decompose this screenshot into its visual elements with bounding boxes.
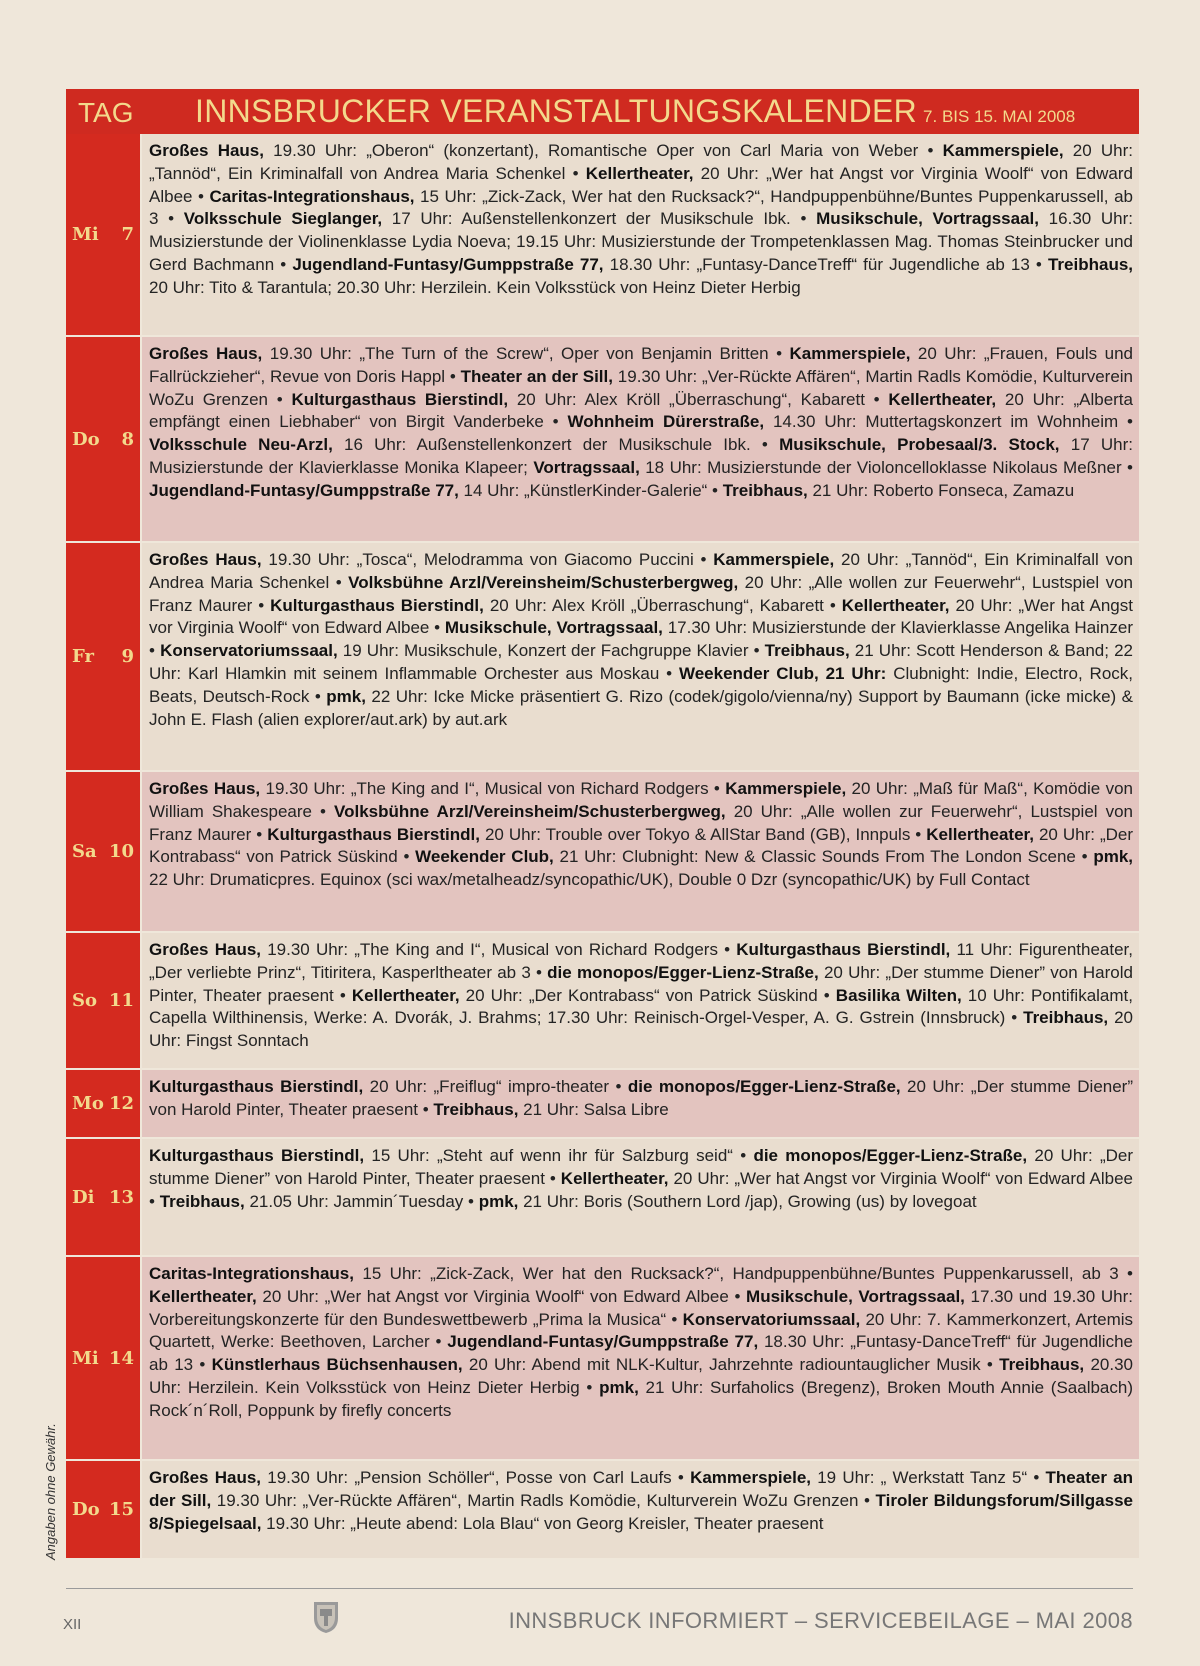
- venue-name: Musikschule, Vortragssaal,: [746, 1286, 965, 1306]
- venue-name: die monopos/Egger-Lienz-Straße,: [753, 1146, 1028, 1165]
- event-details: Clubnight: Indie, Electro, Rock, Beats, Deutsch-Rock •: [149, 663, 1134, 706]
- venue-name: pmk,: [1093, 847, 1133, 867]
- event-details: 19 Uhr: „ Werkstatt Tanz 5“ •: [811, 1468, 1046, 1487]
- event-details: 20 Uhr: Trouble over Tokyo & AllStar Band (GB), Innpuls •: [480, 824, 927, 844]
- disclaimer-note: Angaben ohne Gewähr.: [43, 1423, 58, 1560]
- venue-name: Kammerspiele,: [725, 779, 847, 798]
- event-details: 20 Uhr: Alex Kröll „Überraschung“, Kabarett •: [483, 595, 842, 615]
- venue-name: Großes Haus,: [149, 1468, 262, 1487]
- event-details: 10 Uhr: Pontifikalamt, Capella Wilthinensis, Werke: A. Dvorák, J. Brahms; 17.30 Uhr: Reinisch-Orgel-Vesper, A. G. Gstrein (Innsbruck) •: [149, 985, 1133, 1028]
- venue-name: die monopos/Egger-Lienz-Straße,: [627, 1077, 901, 1096]
- event-details: 19.30 Uhr: „Oberon“ (konzertant), Romantische Oper von Carl Maria von Weber •: [264, 141, 943, 160]
- venue-name: Kellertheater,: [149, 1286, 257, 1306]
- venue-name: Treibhaus,: [433, 1099, 519, 1119]
- day-number: 14: [108, 1347, 134, 1369]
- weekday: So: [72, 990, 98, 1011]
- event-details: 15 Uhr: „Steht auf wenn ihr für Salzburg seid“ •: [364, 1146, 754, 1165]
- day-label: [66, 1257, 142, 1459]
- venue-name: Basilika Wilten,: [835, 985, 962, 1005]
- event-details: 18.30 Uhr: „Funtasy-DanceTreff“ für Jugendliche ab 13 •: [149, 1332, 1133, 1375]
- venue-name: pmk,: [326, 686, 366, 706]
- event-details: 22 Uhr: Drumaticpres. Equinox (sci wax/metalheadz/syncopathic/UK), Double 0 Dzr (syncopathic/UK) by Full Contact: [149, 870, 1030, 890]
- event-details: 20 Uhr: 7. Kammerkonzert, Artemis Quartett, Werke: Beethoven, Larcher •: [149, 1309, 1134, 1352]
- event-details: 20 Uhr: „Alberta empfängt einen Liebhaber“ von Birgit Vanderbeke •: [149, 389, 1133, 432]
- venue-name: Tiroler Bildungsforum/Sillgasse 8/Spiegelsaal,: [149, 1490, 1133, 1533]
- event-details: 19.30 Uhr: „The King and I“, Musical von Richard Rodgers •: [261, 940, 737, 959]
- event-listing: [142, 1461, 1139, 1558]
- venue-name: Kellertheater,: [926, 824, 1034, 844]
- weekday: Sa: [72, 841, 97, 862]
- venue-name: Treibhaus,: [159, 1191, 245, 1211]
- day-row: [66, 933, 1139, 1070]
- day-number: 10: [108, 841, 134, 862]
- event-listing: [142, 543, 1139, 770]
- venue-name: Kammerspiele,: [713, 550, 835, 569]
- calendar-title: INNSBRUCKER VERANSTALTUNGSKALENDER: [195, 93, 918, 129]
- venue-name: Konservatoriumssaal,: [160, 641, 338, 661]
- day-list: [66, 134, 1139, 1560]
- date-range: 7. BIS 15. MAI 2008: [923, 107, 1076, 126]
- event-details: 21 Uhr: Scott Henderson & Band; 22 Uhr: Karl Hlamkin mit seinem Inflammable Orchester aus Moskau •: [149, 641, 1133, 683]
- event-details: 19.30 Uhr: „Ver-Rückte Affären“, Martin Radls Komödie, Kulturverein WoZu Grenzen •: [211, 1490, 876, 1510]
- event-listing: [142, 134, 1139, 335]
- city-emblem-icon: [312, 1598, 340, 1634]
- event-details: 19 Uhr: Musikschule, Konzert der Fachgruppe Klavier •: [337, 641, 765, 661]
- venue-name: Kulturgasthaus Bierstindl,: [149, 1146, 365, 1165]
- weekday: Mo: [72, 1093, 104, 1114]
- event-details: 19.30 Uhr: „Pension Schöller“, Posse von Carl Laufs •: [261, 1468, 691, 1487]
- venue-name: Kulturgasthaus Bierstindl,: [267, 824, 480, 844]
- event-details: 21 Uhr: Salsa Libre: [518, 1099, 669, 1119]
- day-number: 12: [108, 1093, 134, 1114]
- venue-name: Theater an der Sill,: [149, 1468, 1133, 1510]
- venue-name: Treibhaus,: [999, 1355, 1085, 1375]
- day-row: [66, 1139, 1139, 1257]
- event-details: 20 Uhr: „Wer hat Angst vor Virginia Woolf“ von Edward Albee •: [256, 1286, 747, 1306]
- weekday: Do: [72, 428, 100, 450]
- venue-name: Caritas-Integrationshaus,: [149, 1264, 354, 1283]
- venue-name: Treibhaus,: [1023, 1008, 1109, 1028]
- event-details: 22 Uhr: Icke Micke präsentiert G. Rizo (codek/gigolo/vienna/ny) Support by Baumann (icke micke) & John E. Flash (alien explorer/aut.ark) by aut.ark: [149, 686, 1133, 729]
- venue-name: Kellertheater,: [560, 1168, 669, 1188]
- day-row: [66, 1461, 1139, 1560]
- event-listing: [142, 772, 1139, 931]
- event-details: 20 Uhr: „Frauen, Fouls und Fallrückzieher“, Revue von Doris Happl •: [149, 344, 1133, 386]
- event-details: 17 Uhr: Musizierstunde der Klavierklasse Monika Klapeer;: [149, 435, 1133, 477]
- event-details: 21 Uhr: Boris (Southern Lord /jap), Growing (us) by lovegoat: [518, 1191, 977, 1211]
- venue-name: Großes Haus,: [149, 344, 263, 363]
- venue-name: Volksschule Neu-Arzl,: [149, 435, 333, 455]
- venue-name: Vortragssaal,: [533, 457, 640, 477]
- event-details: 17.30 und 19.30 Uhr: Vorbereitungskonzerte für den Bundeswettbewerb „Prima la Musica“ •: [149, 1286, 1134, 1329]
- event-details: 19.30 Uhr: „Ver-Rückte Affären“, Martin Radls Komödie, Kulturverein WoZu Grenzen •: [149, 366, 1134, 409]
- venue-name: Volksschule Sieglanger,: [183, 209, 383, 229]
- day-label: [66, 1139, 142, 1255]
- event-details: 20 Uhr: „Alle wollen zur Feuerwehr“, Lustspiel von Franz Maurer •: [149, 801, 1134, 844]
- weekday: Mi: [72, 224, 99, 245]
- day-row: [66, 772, 1139, 933]
- event-details: 21 Uhr: Surfaholics (Bregenz), Broken Mouth Annie (Saalbach) Rock´n´Roll, Poppunk by firefly concerts: [149, 1377, 1133, 1420]
- event-details: 20 Uhr: Fingst Sonntach: [149, 1008, 1133, 1051]
- event-details: 20 Uhr: „Tannöd“, Ein Kriminalfall von Andrea Maria Schenkel •: [149, 141, 1133, 183]
- venue-name: Treibhaus,: [722, 480, 808, 500]
- event-details: 20 Uhr: „Freiflug“ impro-theater •: [363, 1077, 628, 1096]
- venue-name: Großes Haus,: [149, 779, 261, 798]
- page-number: XII: [63, 1616, 82, 1633]
- event-details: 20 Uhr: „Der Kontrabass“ von Patrick Süskind •: [459, 985, 836, 1005]
- event-listing: [142, 1139, 1139, 1255]
- event-details: 19.30 Uhr: „The King and I“, Musical von Richard Rodgers •: [260, 779, 726, 798]
- event-details: 20 Uhr: „Wer hat Angst vor Virginia Woolf“ von Edward Albee •: [149, 595, 1133, 638]
- venue-name: Jugendland-Funtasy/Gumppstraße 77,: [149, 480, 459, 500]
- venue-name: pmk,: [599, 1377, 639, 1397]
- venue-name: Großes Haus,: [149, 940, 262, 959]
- event-details: 19.30 Uhr: „Tosca“, Melodramma von Giacomo Puccini •: [261, 550, 714, 569]
- publication-footer: INNSBRUCK INFORMIERT – SERVICEBEILAGE – MAI 2008: [508, 1608, 1133, 1633]
- event-details: 20 Uhr: „Wer hat Angst vor Virginia Woolf“ von Edward Albee •: [149, 1168, 1133, 1211]
- calendar-header: [66, 89, 1139, 134]
- venue-name: Wohnheim Dürerstraße,: [567, 412, 765, 432]
- event-details: 15 Uhr: „Zick-Zack, Wer hat den Rucksack?“, Handpuppenbühne/Buntes Puppenkarussell, ab 3 •: [149, 186, 1133, 229]
- day-number: 11: [108, 990, 134, 1011]
- event-details: 20 Uhr: Alex Kröll „Überraschung“, Kabarett •: [508, 389, 889, 409]
- event-details: 20 Uhr: „Wer hat Angst vor Virginia Woolf“ von Edward Albee •: [149, 163, 1133, 206]
- day-label: [66, 543, 142, 770]
- column-label-tag: TAG: [78, 97, 134, 128]
- event-details: 21 Uhr: Roberto Fonseca, Zamazu: [807, 480, 1075, 500]
- event-details: 20 Uhr: Abend mit NLK-Kultur, Jahrzehnte radiountauglicher Musik •: [462, 1355, 1000, 1375]
- event-listing: [142, 933, 1139, 1068]
- weekday: Di: [72, 1186, 95, 1208]
- weekday: Mi: [72, 1347, 99, 1369]
- venue-name: Konservatoriumssaal,: [682, 1309, 861, 1329]
- venue-name: die monopos/Egger-Lienz-Straße,: [547, 962, 819, 982]
- venue-name: Weekender Club,: [415, 847, 554, 867]
- event-details: 17.30 Uhr: Musizierstunde der Klavierklasse Angelika Hainzer •: [149, 618, 1133, 661]
- event-details: 21.05 Uhr: Jammin´Tuesday •: [244, 1191, 479, 1211]
- day-row: [66, 543, 1139, 772]
- event-details: 21 Uhr: Clubnight: New & Classic Sounds From The London Scene •: [553, 847, 1094, 867]
- venue-name: Kellertheater,: [841, 595, 950, 615]
- venue-name: Musikschule, Vortragssaal,: [816, 209, 1039, 229]
- venue-name: Kulturgasthaus Bierstindl,: [736, 940, 951, 959]
- venue-name: Kulturgasthaus Bierstindl,: [291, 389, 509, 409]
- event-details: 11 Uhr: Figurentheater, „Der verliebte Prinz“, Titiritera, Kasperltheater ab 3 •: [149, 940, 1133, 982]
- venue-name: Musikschule, Probesaal/3. Stock,: [779, 435, 1060, 455]
- venue-name: Jugendland-Funtasy/Gumppstraße 77,: [292, 254, 604, 274]
- venue-name: Musikschule, Vortragssaal,: [444, 618, 663, 638]
- day-label: [66, 933, 142, 1068]
- event-details: 20 Uhr: „Tannöd“, Ein Kriminalfall von Andrea Maria Schenkel •: [149, 550, 1133, 592]
- event-details: 20 Uhr: Tito & Tarantula; 20.30 Uhr: Herzilein. Kein Volksstück von Heinz Dieter Herbig: [149, 277, 801, 297]
- event-details: 20 Uhr: „Der stumme Diener” von Harold Pinter, Theater praesent •: [149, 1077, 1133, 1119]
- day-row: [66, 337, 1139, 543]
- venue-name: Volksbühne Arzl/Vereinsheim/Schusterbergweg,: [334, 801, 726, 821]
- venue-name: Jugendland-Funtasy/Gumppstraße 77,: [447, 1332, 759, 1352]
- event-listing: [142, 1257, 1139, 1459]
- event-listing: [142, 337, 1139, 541]
- event-details: 20 Uhr: „Alle wollen zur Feuerwehr“, Lustspiel von Franz Maurer •: [149, 572, 1134, 615]
- event-details: 20.30 Uhr: Herzilein. Kein Volksstück von Heinz Dieter Herbig •: [149, 1355, 1133, 1397]
- venue-name: Kulturgasthaus Bierstindl,: [270, 595, 484, 615]
- venue-name: Theater an der Sill,: [460, 366, 613, 386]
- venue-name: Treibhaus,: [1047, 254, 1134, 274]
- event-details: 19.30 Uhr: „Heute abend: Lola Blau“ von Georg Kreisler, Theater praesent: [261, 1513, 824, 1533]
- event-details: 20 Uhr: „Der stumme Diener” von Harold Pinter, Theater praesent •: [149, 1146, 1134, 1188]
- venue-name: Großes Haus,: [149, 550, 262, 569]
- day-row: [66, 1257, 1139, 1461]
- venue-name: Treibhaus,: [764, 641, 850, 661]
- venue-name: Kellertheater,: [351, 985, 460, 1005]
- footer-divider: [66, 1588, 1133, 1589]
- day-number: 9: [121, 646, 134, 667]
- day-row: [66, 134, 1139, 337]
- weekday: Do: [72, 1499, 100, 1520]
- event-details: 18 Uhr: Musizierstunde der Violoncelloklasse Nikolaus Meßner •: [639, 457, 1133, 477]
- venue-name: Großes Haus,: [149, 141, 264, 160]
- event-details: 18.30 Uhr: „Funtasy-DanceTreff“ für Jugendliche ab 13 •: [603, 254, 1048, 274]
- day-label: [66, 134, 142, 335]
- event-details: 14 Uhr: „KünstlerKinder-Galerie“ •: [458, 480, 723, 500]
- venue-name: Kammerspiele,: [789, 344, 911, 363]
- day-row: [66, 1070, 1139, 1139]
- venue-name: Volksbühne Arzl/Vereinsheim/Schusterbergweg,: [348, 572, 739, 592]
- venue-name: Kulturgasthaus Bierstindl,: [149, 1077, 364, 1096]
- day-number: 15: [108, 1499, 134, 1520]
- event-details: 20 Uhr: „Der stumme Diener” von Harold Pinter, Theater praesent •: [149, 962, 1133, 1005]
- day-number: 8: [121, 428, 134, 450]
- day-label: [66, 1070, 142, 1137]
- day-label: [66, 772, 142, 931]
- event-details: 14.30 Uhr: Muttertagskonzert im Wohnheim •: [764, 412, 1133, 432]
- event-details: 15 Uhr: „Zick-Zack, Wer hat den Rucksack?“, Handpuppenbühne/Buntes Puppenkarussell, ab 3 •: [354, 1264, 1133, 1283]
- event-details: 16 Uhr: Außenstellenkonzert der Musikschule Ibk. •: [332, 435, 780, 455]
- event-details: 19.30 Uhr: „The Turn of the Screw“, Oper von Benjamin Britten •: [262, 344, 790, 363]
- event-details: 20 Uhr: „Der Kontrabass“ von Patrick Süskind •: [149, 824, 1133, 867]
- venue-name: Kammerspiele,: [942, 141, 1064, 160]
- day-label: [66, 337, 142, 541]
- venue-name: Kellertheater,: [888, 389, 997, 409]
- event-details: 17 Uhr: Außenstellenkonzert der Musikschule Ibk. •: [382, 209, 817, 229]
- event-details: 16.30 Uhr: Musizierstunde der Violinenklasse Lydia Noeva; 19.15 Uhr: Musizierstunde der Trompetenklassen Mag. Thomas Steinbrucker und Gerd Bachmann •: [149, 209, 1134, 274]
- venue-name: Kellertheater,: [585, 163, 694, 183]
- event-details: 20 Uhr: „Maß für Maß“, Komödie von William Shakespeare •: [149, 779, 1133, 821]
- day-number: 13: [108, 1186, 134, 1208]
- venue-name: Kammerspiele,: [690, 1468, 812, 1487]
- venue-name: Künstlerhaus Büchsenhausen,: [211, 1355, 463, 1375]
- venue-name: Caritas-Integrationshaus,: [209, 186, 415, 206]
- day-number: 7: [121, 224, 134, 245]
- event-listing: [142, 1070, 1139, 1137]
- weekday: Fr: [72, 646, 94, 667]
- venue-name: pmk,: [478, 1191, 519, 1211]
- venue-name: Weekender Club, 21 Uhr:: [678, 663, 887, 683]
- day-label: [66, 1461, 142, 1558]
